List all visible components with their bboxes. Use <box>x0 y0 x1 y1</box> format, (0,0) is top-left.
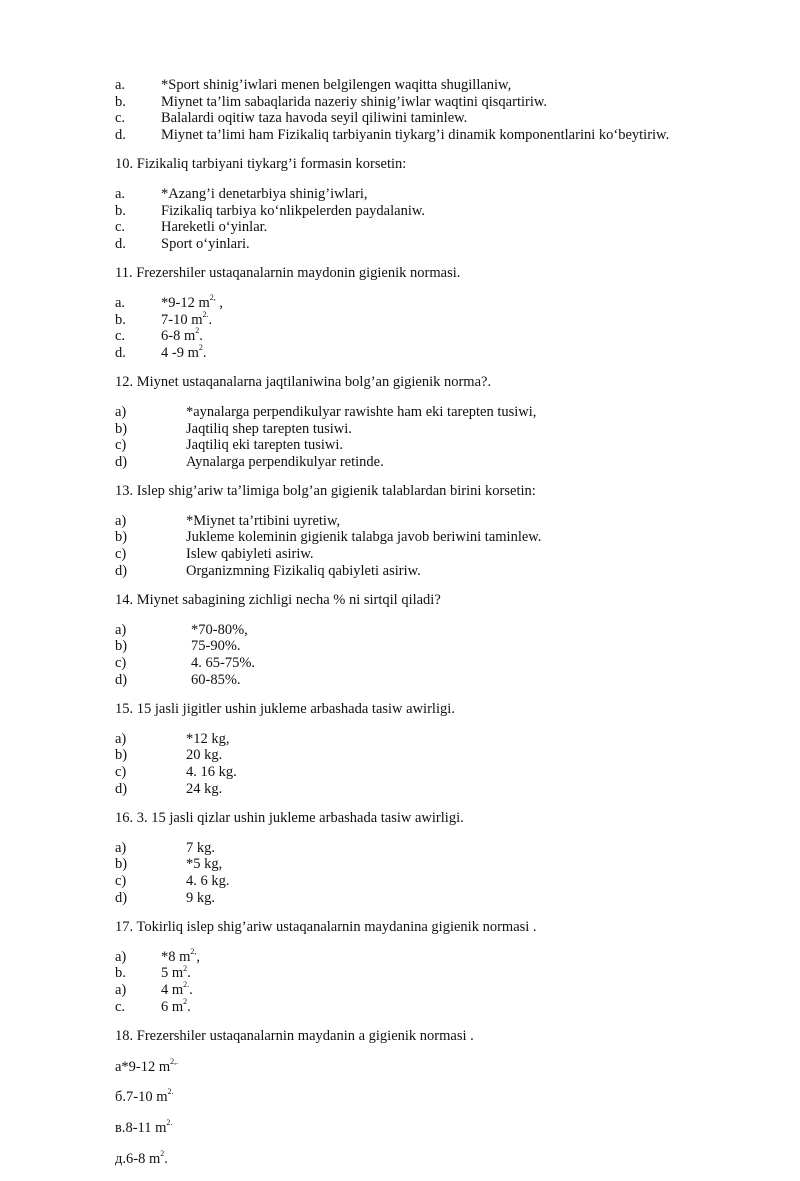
option-value: Sport o‘yinlari. <box>161 235 250 252</box>
option-value: 4 m <box>161 981 184 998</box>
answer-option <box>115 342 785 362</box>
answer-option <box>115 638 785 655</box>
option-letter: b. <box>115 311 126 328</box>
question-text: 16. 3. 15 jasli qizlar ushin jukleme arbashada tasiw awirligi. <box>115 810 464 827</box>
answer-option <box>115 781 785 798</box>
option-text <box>161 342 207 362</box>
answer-option <box>115 1120 785 1137</box>
spacer <box>115 470 785 483</box>
spacer <box>115 500 785 513</box>
option-value: Hareketli o‘yinlar. <box>161 219 268 236</box>
option-suffix: , <box>196 948 201 965</box>
option-text <box>186 529 541 546</box>
option-text <box>186 513 340 530</box>
option-letter: a. <box>115 294 126 311</box>
option-text <box>161 110 467 127</box>
option-value: 9 kg. <box>186 889 215 906</box>
option-text <box>191 672 241 689</box>
answer-option <box>115 295 785 312</box>
option-value: Miynet ta’limi ham Fizikaliq tarbiyanin tiykarg’i dinamik komponentlarini ko‘beytiriw. <box>161 126 670 143</box>
option-text <box>186 546 314 563</box>
option-letter: d) <box>115 562 128 579</box>
spacer <box>115 1045 785 1059</box>
option-letter: c) <box>115 872 127 889</box>
option-letter: d) <box>115 889 128 906</box>
spacer <box>115 609 785 622</box>
answer-option <box>115 840 785 857</box>
spacer <box>115 1015 785 1028</box>
answer-option <box>115 965 785 982</box>
question-text: 12. Miynet ustaqanalarna jaqtilaniwina bolg’an gigienik norma?. <box>115 374 492 391</box>
answer-option <box>115 513 785 530</box>
option-letter: d) <box>115 453 128 470</box>
answer-option <box>115 731 785 748</box>
option-letter: b. <box>115 202 126 219</box>
option-text <box>161 946 201 966</box>
option-value: 5 m <box>161 965 184 982</box>
option-text <box>191 638 241 655</box>
option-text <box>191 655 255 672</box>
option-text <box>191 622 248 639</box>
option-value: 4 -9 m <box>161 344 199 361</box>
question-text: 14. Miynet sabagining zichligi necha % ni sirtqil qiladi? <box>115 592 441 609</box>
option-letter: c. <box>115 328 126 345</box>
option-text <box>186 890 215 907</box>
option-letter: d. <box>115 344 126 361</box>
option-text <box>186 781 222 798</box>
answer-option <box>115 110 785 127</box>
answer-option <box>115 655 785 672</box>
option-letter: b. <box>115 965 126 982</box>
option-value: д.6-8 m <box>115 1150 161 1167</box>
answer-option <box>115 1148 785 1168</box>
answer-option <box>115 563 785 580</box>
option-value: Organizmning Fizikaliq qabiyleti asiriw. <box>186 562 421 579</box>
option-letter: c. <box>115 110 126 127</box>
option-value: *Miynet ta’rtibini uyretiw, <box>186 512 341 529</box>
superscript: 2. <box>166 1118 173 1128</box>
option-value: Jaqtiliq eki tarepten tusiwi. <box>186 437 344 454</box>
option-letter: c) <box>115 655 127 672</box>
option-letter: d. <box>115 235 126 252</box>
option-value: 4. 16 kg. <box>186 764 237 780</box>
option-suffix: . <box>199 328 203 345</box>
option-value: *70-80%, <box>191 621 248 638</box>
option-suffix: . <box>164 1150 168 1167</box>
option-text <box>186 873 230 890</box>
spacer <box>115 361 785 374</box>
answer-option <box>115 856 785 873</box>
option-text <box>161 328 203 345</box>
option-letter: c) <box>115 437 127 454</box>
option-letter: a) <box>115 948 127 965</box>
option-letter: a. <box>115 185 126 202</box>
option-text <box>186 731 230 748</box>
question-text: 13. Islep shig’ariw ta’limiga bolg’an gigienik talablardan birini korsetin: <box>115 483 536 500</box>
option-letter: a. <box>115 77 126 93</box>
option-suffix: . <box>187 998 191 1015</box>
answer-option <box>115 1089 785 1106</box>
option-value: б.7-10 m <box>115 1089 168 1106</box>
question-text: 17. Tokirliq islep shig’ariw ustaqanalarnin maydanina gigienik normasi . <box>115 919 537 936</box>
answer-option <box>115 747 785 764</box>
option-letter: b. <box>115 93 126 110</box>
option-text <box>161 295 223 312</box>
option-value: Fizikaliq tarbiya ko‘nlikpelerden paydalaniw. <box>161 202 426 219</box>
answer-option <box>115 404 785 421</box>
superscript: 2, <box>209 293 216 303</box>
answer-option <box>115 421 785 438</box>
option-text <box>161 77 511 94</box>
answer-option <box>115 236 785 253</box>
document-page <box>115 77 785 1181</box>
option-text <box>186 404 536 421</box>
option-text <box>161 996 191 1016</box>
option-text <box>161 309 213 329</box>
option-letter: b) <box>115 638 128 655</box>
option-text <box>161 186 368 203</box>
option-letter: c. <box>115 998 126 1015</box>
option-letter: a) <box>115 403 127 420</box>
question-text: 18. Frezershiler ustaqanalarnin maydanin a gigienik normasi . <box>115 1028 474 1045</box>
option-value: Miynet ta’lim sabaqlarida nazeriy shinig’iwlar waqtini qisqartiriw. <box>161 93 548 110</box>
question-text: 10. Fizikaliq tarbiyani tiykarg’i formasin korsetin: <box>115 156 407 173</box>
option-letter: a) <box>115 730 127 747</box>
option-text <box>186 747 222 764</box>
option-value: 6-8 m <box>161 328 196 345</box>
answer-option <box>115 94 785 111</box>
option-value: 4. 65-75%. <box>191 655 256 672</box>
answer-option <box>115 946 785 966</box>
answer-option <box>115 546 785 563</box>
option-value: 4. 6 kg. <box>186 872 230 889</box>
superscript: 2. <box>183 980 190 990</box>
option-text <box>186 764 237 781</box>
option-text <box>161 982 193 999</box>
option-letter: d) <box>115 671 128 688</box>
option-value: 6 m <box>161 998 184 1015</box>
answer-option <box>115 982 785 999</box>
answer-option <box>115 873 785 890</box>
option-text <box>186 454 384 471</box>
option-text <box>186 840 215 857</box>
option-value: Islew qabiyleti asiriw. <box>186 546 314 563</box>
answer-option <box>115 127 785 144</box>
option-value: Aynalarga perpendikulyar retinde. <box>186 453 384 470</box>
option-letter: c. <box>115 219 126 236</box>
question-text: 11. Frezershiler ustaqanalarnin maydonin gigienik normasi. <box>115 265 461 282</box>
superscript: 2 <box>160 1148 165 1158</box>
option-letter: a) <box>115 512 127 529</box>
option-value: 7-10 m <box>161 311 203 328</box>
answer-option <box>115 996 785 1016</box>
option-value: *9-12 m <box>161 294 210 311</box>
answer-option <box>115 622 785 639</box>
superscript: 2, <box>190 946 197 956</box>
option-letter: a) <box>115 981 127 998</box>
option-value: Balalardi oqitiw taza havoda seyil qiliwini taminlew. <box>161 110 468 127</box>
answer-option <box>115 454 785 471</box>
option-letter: d) <box>115 780 128 797</box>
spacer <box>115 688 785 701</box>
option-letter: a) <box>115 839 127 856</box>
option-suffix: , <box>215 294 223 311</box>
option-value: *8 m <box>161 948 191 965</box>
final-options <box>115 1056 785 1167</box>
option-value: *Sport shinig’iwlari menen belgilengen waqitta shugillaniw, <box>161 77 512 93</box>
spacer <box>115 827 785 840</box>
spacer <box>115 391 785 404</box>
superscript: 2 <box>183 996 188 1006</box>
answer-option <box>115 764 785 781</box>
superscript: 2 <box>195 326 200 336</box>
option-value: а*9-12 m <box>115 1058 171 1075</box>
option-letter: d. <box>115 126 126 143</box>
option-suffix: . <box>202 344 207 361</box>
spacer <box>115 936 785 949</box>
question-text: 15. 15 jasli jigitler ushin jukleme arbashada tasiw awirligi. <box>115 701 455 718</box>
option-suffix: . <box>187 965 191 982</box>
option-value: 24 kg. <box>186 780 223 797</box>
spacer <box>115 718 785 731</box>
option-value: в.8-11 m <box>115 1119 167 1136</box>
answer-option <box>115 437 785 454</box>
option-text <box>186 421 352 438</box>
answer-option <box>115 890 785 907</box>
spacer <box>115 906 785 919</box>
answer-option <box>115 672 785 689</box>
option-text <box>186 563 421 580</box>
option-letter: b) <box>115 420 128 437</box>
answer-option <box>115 529 785 546</box>
answer-option <box>115 219 785 236</box>
option-value: Jukleme koleminin gigienik talabga javob beriwini taminlew. <box>186 529 542 546</box>
option-text <box>161 219 267 236</box>
answer-option <box>115 203 785 220</box>
option-value: Jaqtiliq shep tarepten tusiwi. <box>186 420 352 437</box>
option-letter: b) <box>115 747 128 764</box>
option-text <box>186 437 343 454</box>
spacer <box>115 143 785 156</box>
option-value: 60-85%. <box>191 671 241 688</box>
answer-option <box>115 186 785 203</box>
spacer <box>115 252 785 265</box>
spacer <box>115 173 785 186</box>
option-value: *aynalarga perpendikulyar rawishte ham eki tarepten tusiwi, <box>186 403 537 420</box>
option-text <box>161 236 250 253</box>
option-text <box>161 203 425 220</box>
superscript: 2. <box>202 309 209 319</box>
option-value: *12 kg, <box>186 730 230 747</box>
superscript: 2 <box>183 963 188 973</box>
option-letter: c) <box>115 764 127 780</box>
option-suffix: . <box>208 311 213 328</box>
option-letter: b) <box>115 529 128 546</box>
option-value: *Azang’i denetarbiya shinig’iwlari, <box>161 185 368 202</box>
superscript: 2,. <box>170 1056 179 1066</box>
answer-option <box>115 1056 785 1076</box>
option-text <box>161 94 547 111</box>
option-value: 7 kg. <box>186 839 215 856</box>
superscript: 2. <box>167 1087 174 1097</box>
option-text <box>186 856 222 873</box>
option-letter: c) <box>115 546 127 563</box>
superscript: 2 <box>198 342 203 352</box>
option-value: *5 kg, <box>186 856 223 873</box>
spacer <box>115 579 785 592</box>
option-value: 20 kg. <box>186 747 223 764</box>
answer-option <box>115 77 785 94</box>
option-letter: b) <box>115 856 128 873</box>
option-text <box>161 127 669 144</box>
option-value: 75-90%. <box>191 638 241 655</box>
spacer <box>115 797 785 810</box>
answer-option <box>115 328 785 345</box>
option-suffix: . <box>189 981 193 998</box>
option-letter: a) <box>115 621 127 638</box>
answer-option <box>115 309 785 329</box>
